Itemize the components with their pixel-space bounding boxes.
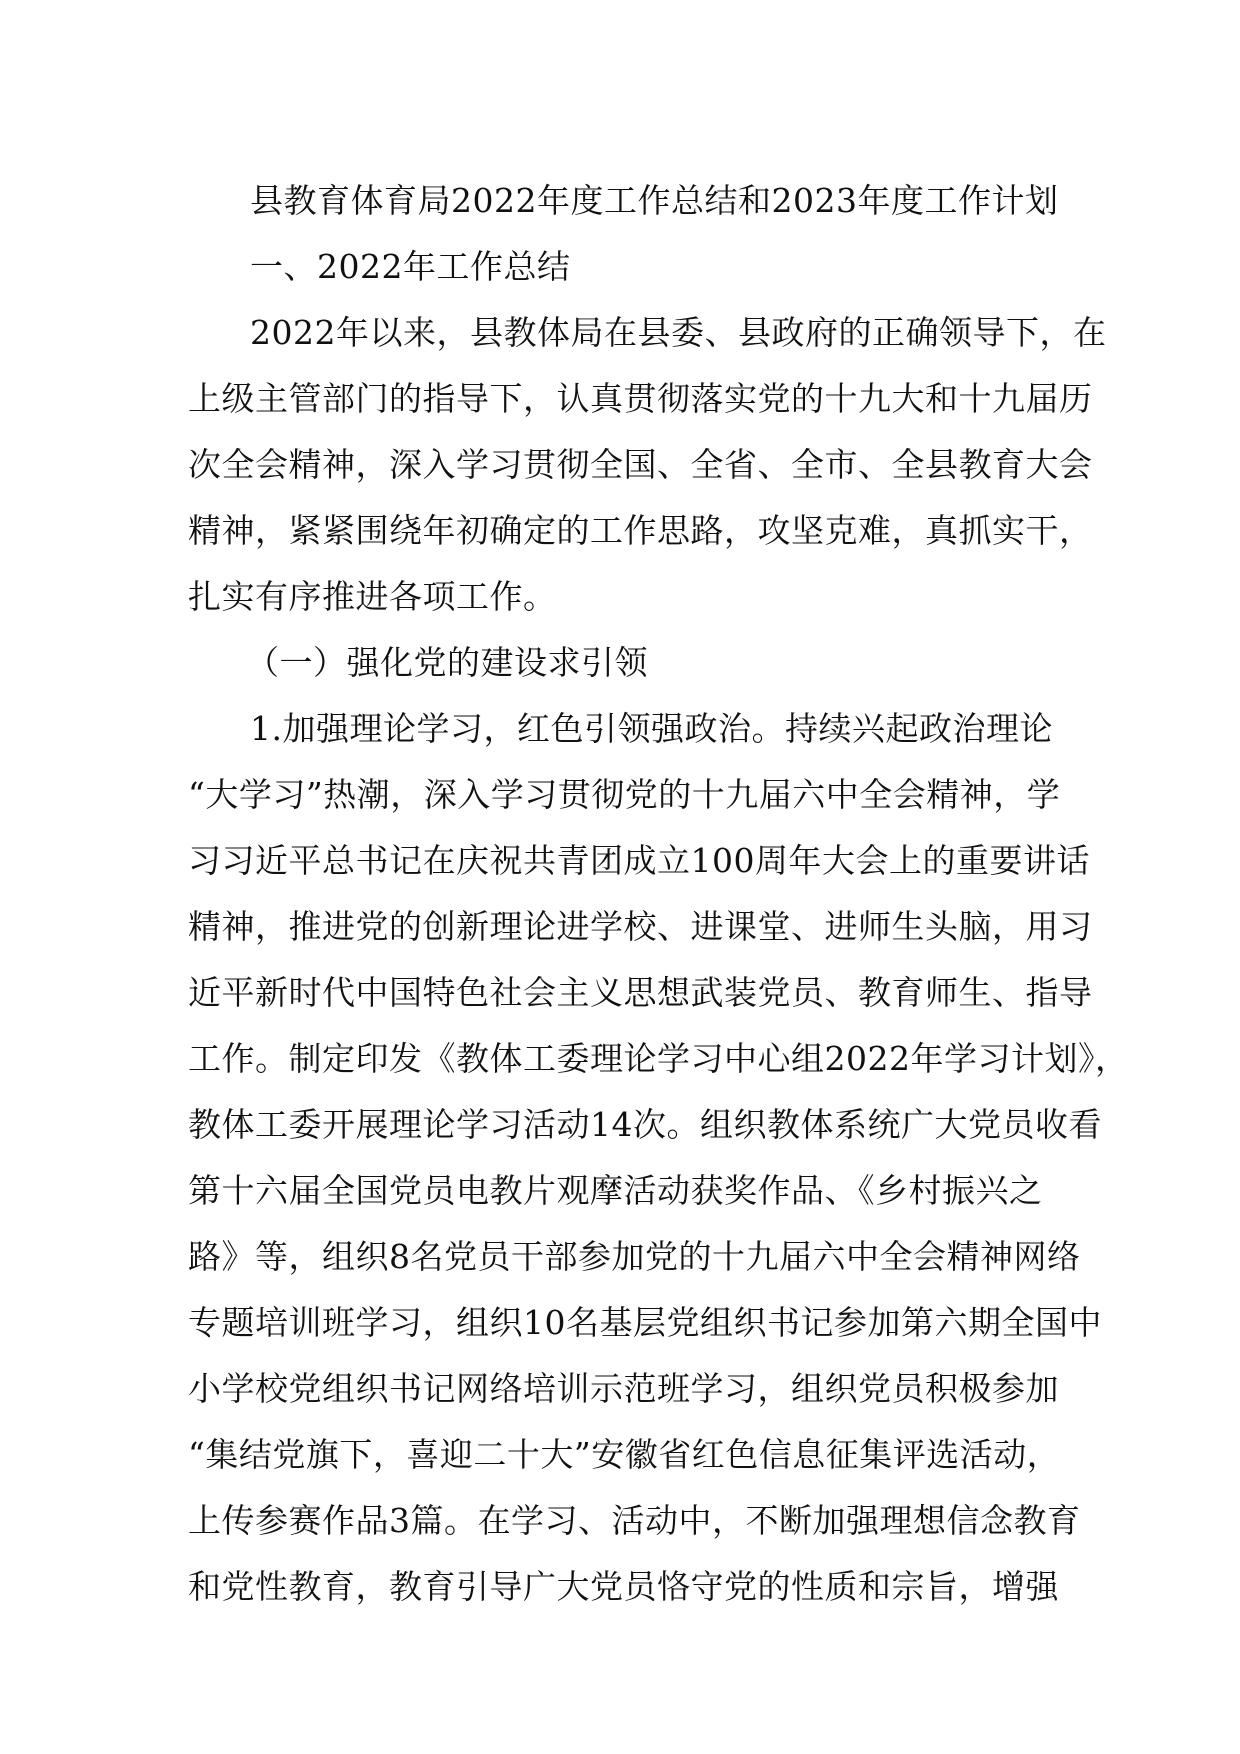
paragraph-line: 近平新时代中国特色社会主义思想武装党员、教育师生、指导: [188, 973, 1093, 1012]
paragraph-line: 扎实有序推进各项工作。: [188, 577, 557, 616]
document-title: 县教育体育局2022年度工作总结和2023年度工作计划: [250, 181, 1059, 220]
paragraph-line: 路》等，组织8名党员干部参加党的十九届六中全会精神网络: [188, 1237, 1081, 1276]
paragraph-line: 工作。制定印发《教体工委理论学习中心组2022年学习计划》，: [188, 1039, 1129, 1078]
paragraph-line: 习习近平总书记在庆祝共青团成立100周年大会上的重要讲话: [188, 841, 1090, 880]
paragraph-line: “大学习”热潮，深入学习贯彻党的十九届六中全会精神，学: [188, 775, 1061, 814]
section-heading: 一、2022年工作总结: [250, 247, 571, 286]
paragraph-line: 第十六届全国党员电教片观摩活动获奖作品、《乡村振兴之: [188, 1171, 1043, 1210]
paragraph-line: 次全会精神，深入学习贯彻全国、全省、全市、全县教育大会: [188, 445, 1093, 484]
paragraph-line: 精神，推进党的创新理论进学校、进课堂、进师生头脑，用习: [188, 907, 1093, 946]
paragraph-line: 专题培训班学习，组织10名基层党组织书记参加第六期全国中: [188, 1303, 1102, 1342]
paragraph-line: 上传参赛作品3篇。在学习、活动中，不断加强理想信念教育: [188, 1501, 1081, 1540]
document-body: [188, 168, 1129, 1620]
paragraph-line: 2022年以来，县教体局在县委、县政府的正确领导下，在: [250, 313, 1107, 352]
paragraph-line: 小学校党组织书记网络培训示范班学习，组织党员积极参加: [188, 1369, 1059, 1408]
paragraph-line: 精神，紧紧围绕年初确定的工作思路，攻坚克难，真抓实干，: [188, 511, 1093, 550]
item-paragraph: [188, 696, 1129, 1620]
paragraph-line: 教体工委开展理论学习活动14次。组织教体系统广大党员收看: [188, 1105, 1102, 1144]
paragraph-line: 1.加强理论学习，红色引领强政治。持续兴起政治理论: [250, 709, 1053, 748]
paragraph-line: 和党性教育，教育引导广大党员恪守党的性质和宗旨，增强: [188, 1567, 1059, 1606]
intro-paragraph: [188, 300, 1107, 630]
paragraph-line: “集结党旗下，喜迎二十大”安徽省红色信息征集评选活动，: [188, 1435, 1061, 1474]
subsection-heading: （一）强化党的建设求引领: [246, 643, 648, 682]
paragraph-line: 上级主管部门的指导下，认真贯彻落实党的十九大和十九届历: [188, 379, 1093, 418]
